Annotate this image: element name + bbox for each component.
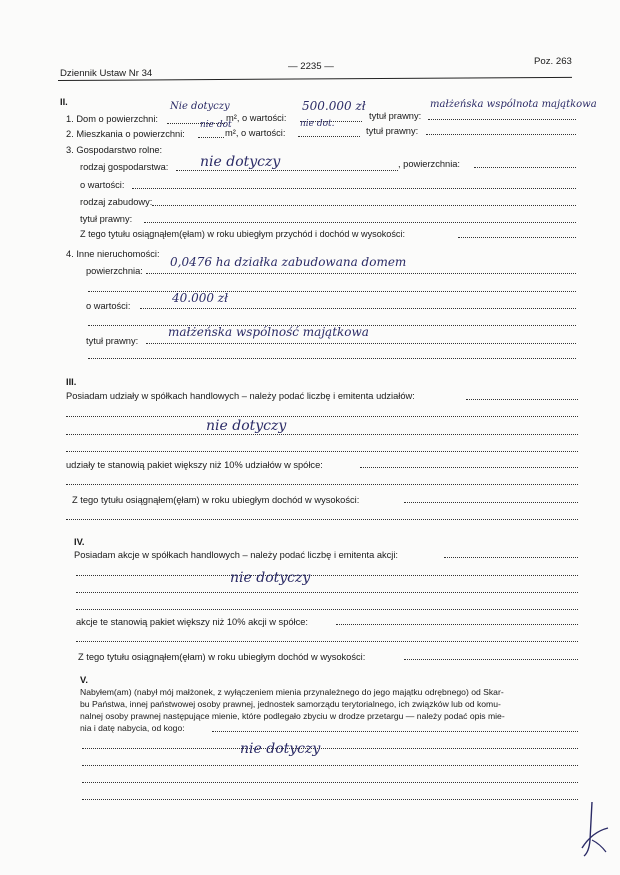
other-property-label: 4. Inne nieruchomości: bbox=[66, 249, 160, 259]
handwritten-initials bbox=[578, 800, 612, 860]
farm-income-label: Z tego tytułu osiągnąłem(ęłam) w roku ubiegłym przychód i dochód w wysokości: bbox=[80, 229, 405, 239]
other-title-value: małżeńska wspólność majątkowa bbox=[168, 325, 369, 339]
acquired-line-1 bbox=[212, 731, 578, 732]
farm-kind-value: nie dotyczy bbox=[200, 154, 281, 170]
house-title-line bbox=[428, 119, 576, 120]
shares-income-line bbox=[404, 502, 578, 503]
apartment-area-label: 2. Mieszkania o powierzchni: bbox=[66, 129, 185, 139]
acquired-line-2 bbox=[82, 748, 578, 749]
house-area-value: Nie dotyczy bbox=[170, 101, 230, 112]
apartment-title-label: tytuł prawny: bbox=[366, 126, 419, 136]
other-value-amount: 40.000 zł bbox=[172, 291, 229, 305]
apartment-area-line bbox=[198, 137, 224, 138]
house-title-label: tytuł prawny: bbox=[369, 111, 422, 121]
shares-income-line-2 bbox=[66, 519, 578, 520]
farm-value-line bbox=[132, 188, 576, 189]
house-value-label: m², o wartości: bbox=[226, 113, 287, 123]
apartment-value-line bbox=[298, 136, 360, 137]
farm-income-line bbox=[458, 237, 576, 238]
farm-label: 3. Gospodarstwo rolne: bbox=[66, 145, 163, 155]
stocks-line-3 bbox=[76, 592, 578, 593]
section-v-line-4: nia i datę nabycia, od kogo: bbox=[80, 723, 185, 733]
section-iii-heading: III. bbox=[66, 377, 77, 387]
farm-value-label: o wartości: bbox=[80, 180, 125, 190]
house-area-label: 1. Dom o powierzchni: bbox=[66, 114, 158, 124]
farm-title-line bbox=[144, 222, 576, 223]
other-title-line bbox=[146, 343, 576, 344]
section-v-line-1: Nabyłem(am) (nabył mój małżonek, z wyłączeniem mienia przynależnego do jego majątku odrębnego) od Skar- bbox=[80, 687, 504, 697]
shares-package-label: udziały te stanowią pakiet większy niż 10% udziałów w spółce: bbox=[66, 460, 323, 470]
other-area-line-2 bbox=[88, 291, 576, 292]
page-number: — 2235 — bbox=[288, 61, 334, 72]
stocks-package-line bbox=[336, 624, 578, 625]
shares-line-2 bbox=[66, 416, 578, 417]
farm-kind-line bbox=[176, 170, 398, 171]
farm-buildings-label: rodzaj zabudowy: bbox=[80, 197, 153, 207]
section-ii-heading: II. bbox=[60, 97, 68, 107]
shares-line-4 bbox=[66, 451, 578, 452]
stocks-value: nie dotyczy bbox=[230, 570, 311, 586]
farm-area-label: , powierzchnia: bbox=[398, 159, 461, 169]
farm-area-line bbox=[474, 167, 576, 168]
other-value-line bbox=[140, 308, 576, 309]
stocks-line-4 bbox=[76, 609, 578, 610]
section-v-line-2: bu Państwa, innej państwowej osoby prawnej, jednostek samorządu terytorialnego, ich związków lub od komu- bbox=[80, 699, 501, 709]
acquired-value: nie dotyczy bbox=[240, 741, 321, 757]
acquired-line-4 bbox=[82, 782, 578, 783]
stocks-line-1 bbox=[444, 557, 578, 558]
acquired-line-3 bbox=[82, 765, 578, 766]
house-title-value: małżeńska wspólnota majątkowa bbox=[430, 99, 597, 110]
position-number: Poz. 263 bbox=[534, 56, 572, 67]
other-area-value: 0,0476 ha działka zabudowana domem bbox=[170, 255, 407, 269]
section-v-line-3: nalnej osoby prawnej następujące mienie, które podlegało zbyciu w drodze przetargu — należy podać opis mie- bbox=[80, 711, 505, 721]
shares-income-label: Z tego tytułu osiągnąłem(ęłam) w roku ubiegłym dochód w wysokości: bbox=[72, 495, 360, 505]
stocks-income-line bbox=[404, 659, 578, 660]
stocks-package-label: akcje te stanowią pakiet większy niż 10% akcji w spółce: bbox=[76, 617, 309, 627]
other-title-label: tytuł prawny: bbox=[86, 336, 139, 346]
stocks-package-line-2 bbox=[76, 641, 578, 642]
other-area-line bbox=[146, 273, 576, 274]
shares-label: Posiadam udziały w spółkach handlowych – należy podać liczbę i emitenta udziałów: bbox=[66, 391, 415, 401]
farm-kind-label: rodzaj gospodarstwa: bbox=[80, 162, 169, 172]
section-v-heading: V. bbox=[80, 675, 88, 685]
stocks-label: Posiadam akcje w spółkach handlowych – należy podać liczbę i emitenta akcji: bbox=[74, 550, 399, 560]
other-title-line-2 bbox=[88, 358, 576, 359]
shares-package-line bbox=[360, 467, 578, 468]
apartment-value-amount: nie dot. bbox=[300, 119, 335, 129]
house-value-amount: 500.000 zł bbox=[302, 99, 366, 113]
shares-line-3 bbox=[66, 434, 578, 435]
farm-buildings-line bbox=[152, 205, 576, 206]
stocks-income-label: Z tego tytułu osiągnąłem(ęłam) w roku ubiegłym dochód w wysokości: bbox=[78, 652, 366, 662]
section-iv-heading: IV. bbox=[74, 537, 85, 547]
stocks-line-2 bbox=[76, 575, 578, 576]
acquired-line-5 bbox=[82, 799, 578, 800]
shares-value: nie dotyczy bbox=[206, 418, 287, 434]
farm-title-label: tytuł prawny: bbox=[80, 214, 133, 224]
apartment-value-label: m², o wartości: bbox=[225, 128, 286, 138]
shares-line-1 bbox=[466, 399, 578, 400]
shares-package-line-2 bbox=[66, 484, 578, 485]
other-value-label: o wartości: bbox=[86, 301, 131, 311]
other-area-label: powierzchnia: bbox=[86, 266, 143, 276]
journal-title: Dziennik Ustaw Nr 34 bbox=[60, 68, 153, 79]
apartment-title-line bbox=[426, 134, 576, 135]
apartment-area-value: nie dot bbox=[200, 120, 232, 130]
